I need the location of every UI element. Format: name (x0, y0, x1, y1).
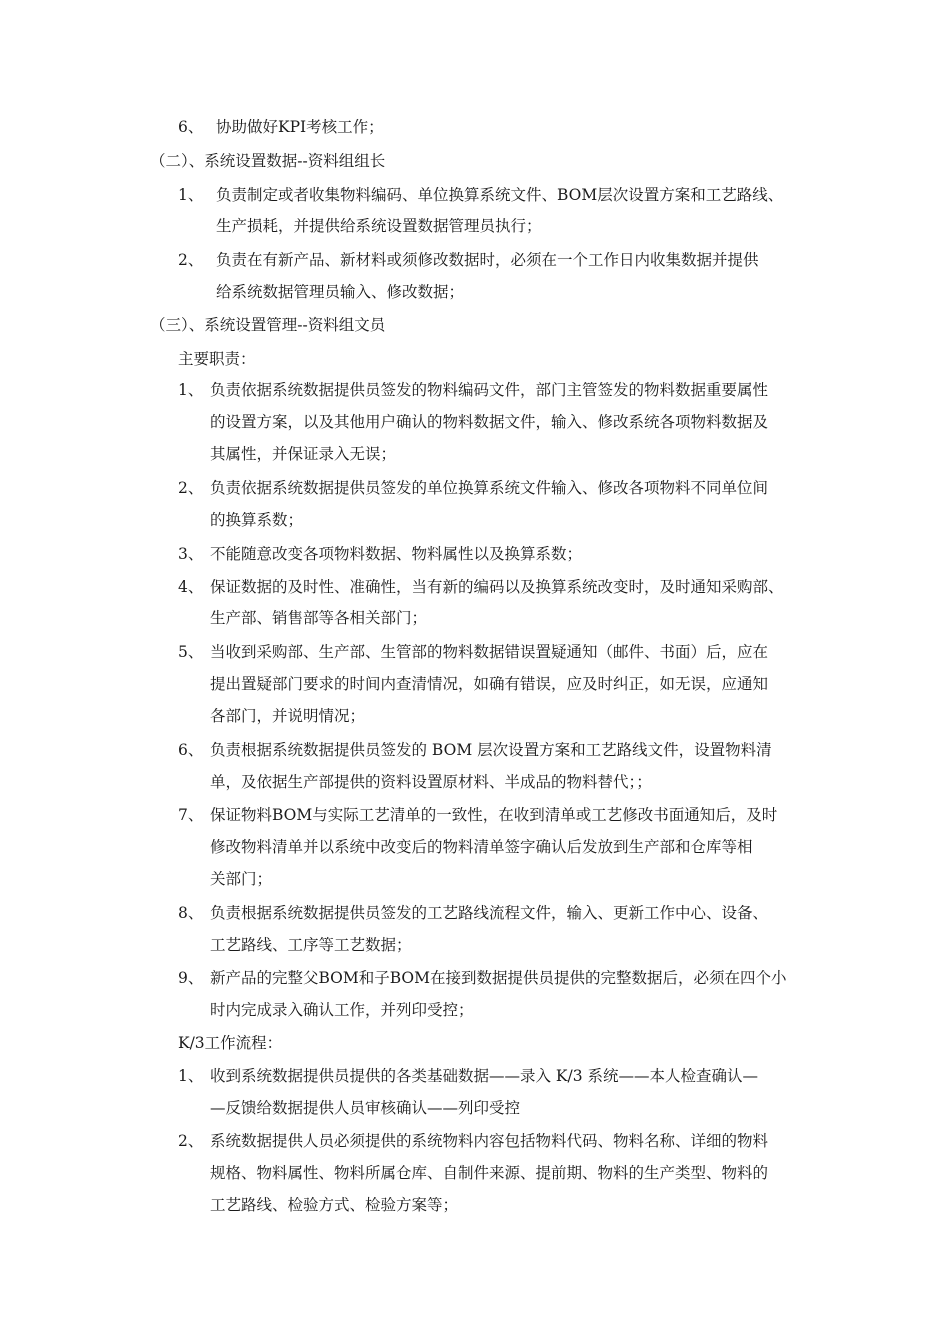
list-number: 2、 (178, 1132, 204, 1150)
list-number: 7、 (178, 806, 204, 824)
list-number: 2、 (178, 479, 204, 497)
list-item-text: 的换算系数； (210, 511, 304, 529)
list-number: 8、 (178, 904, 204, 922)
list-number: 1、 (178, 381, 204, 399)
list-number: 9、 (178, 969, 204, 987)
list-item-text: 不能随意改变各项物料数据、物料属性以及换算系数； (210, 545, 583, 563)
list-item-text: 其属性，并保证录入无误； (210, 445, 397, 463)
list-item-text: 协助做好KPI考核工作； (216, 118, 384, 136)
list-item-text: —反馈给数据提供人员审核确认——列印受控 (210, 1099, 521, 1117)
list-item-text: 单，及依据生产部提供的资料设置原材料、半成品的物料替代；； (210, 773, 652, 791)
list-item-text: 系统数据提供人员必须提供的系统物料内容包括物料代码、物料名称、详细的物料 (210, 1132, 769, 1150)
list-item-text: 关部门； (210, 870, 273, 888)
list-item-text: 修改物料清单并以系统中改变后的物料清单签字确认后发放到生产部和仓库等相 (210, 838, 753, 856)
list-item-text: 负责制定或者收集物料编码、单位换算系统文件、BOM层次设置方案和工艺路线、 (216, 186, 784, 204)
list-number: 6、 (178, 741, 204, 759)
list-item-text: 保证数据的及时性、准确性，当有新的编码以及换算系统改变时，及时通知采购部、 (210, 578, 784, 596)
list-number: 1、 (178, 186, 204, 204)
list-item-text: 给系统数据管理员输入、修改数据； (216, 283, 465, 301)
list-item-text: 保证物料BOM与实际工艺清单的一致性，在收到清单或工艺修改书面通知后，及时 (210, 806, 778, 824)
list-number: 1、 (178, 1067, 204, 1085)
list-item-text: 时内完成录入确认工作，并列印受控； (210, 1001, 474, 1019)
list-item-text: 生产损耗，并提供给系统设置数据管理员执行； (216, 217, 542, 235)
list-item-text: 当收到采购部、生产部、生管部的物料数据错误置疑通知（邮件、书面）后，应在 (210, 643, 769, 661)
list-item-text: 的设置方案，以及其他用户确认的物料数据文件，输入、修改系统各项物料数据及 (210, 413, 769, 431)
list-item-text: 负责在有新产品、新材料或须修改数据时，必须在一个工作日内收集数据并提供 (216, 251, 759, 269)
list-number: 2、 (178, 251, 204, 269)
list-item-text: 工艺路线、工序等工艺数据； (210, 936, 412, 954)
section-heading: （三）、系统设置管理--资料组文员 (150, 316, 386, 334)
list-item-text: 负责根据系统数据提供员签发的工艺路线流程文件，输入、更新工作中心、设备、 (210, 904, 769, 922)
list-item-text: 各部门，并说明情况； (210, 707, 366, 725)
list-item-text: 负责根据系统数据提供员签发的 BOM 层次设置方案和工艺路线文件，设置物料清 (210, 741, 772, 759)
list-item-text: 收到系统数据提供员提供的各类基础数据——录入 K/3 系统——本人检查确认— (210, 1067, 759, 1085)
list-item-text: 生产部、销售部等各相关部门； (210, 609, 428, 627)
list-number: 4、 (178, 578, 204, 596)
list-item-text: 工艺路线、检验方式、检验方案等； (210, 1196, 459, 1214)
list-item-text: 负责依据系统数据提供员签发的物料编码文件，部门主管签发的物料数据重要属性 (210, 381, 769, 399)
list-item-text: 负责依据系统数据提供员签发的单位换算系统文件输入、修改各项物料不同单位间 (210, 479, 769, 497)
list-item-text: 新产品的完整父BOM和子BOM在接到数据提供员提供的完整数据后，必须在四个小 (210, 969, 787, 987)
list-number: 5、 (178, 643, 204, 661)
list-number: 6、 (178, 118, 204, 136)
list-item-text: 规格、物料属性、物料所属仓库、自制件来源、提前期、物料的生产类型、物料的 (210, 1164, 769, 1182)
section-heading: （二）、系统设置数据--资料组组长 (150, 152, 386, 170)
subheading: 主要职责： (178, 350, 256, 368)
list-number: 3、 (178, 545, 204, 563)
list-item-text: 提出置疑部门要求的时间内查清情况，如确有错误，应及时纠正，如无误，应通知 (210, 675, 769, 693)
subheading: K/3工作流程： (178, 1034, 283, 1052)
